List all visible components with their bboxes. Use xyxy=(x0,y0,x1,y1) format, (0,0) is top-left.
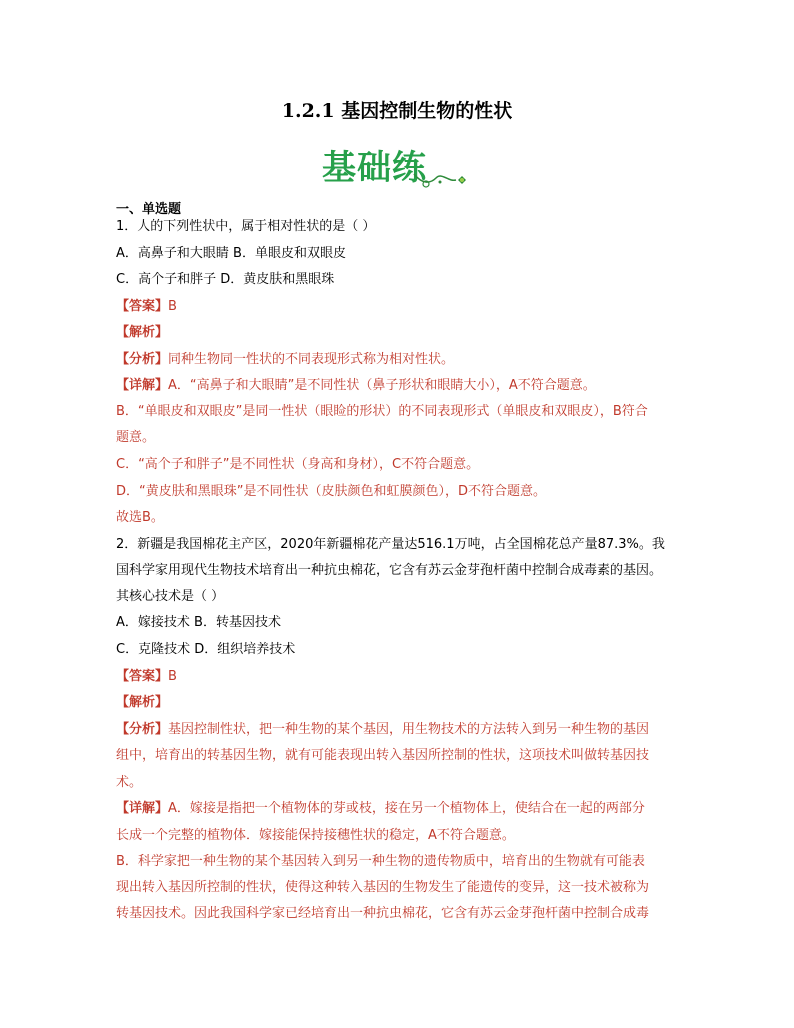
detail-text: A．“高鼻子和大眼睛”是不同性状（鼻子形状和眼睛大小），A不符合题意。 xyxy=(168,378,596,393)
q1-conclusion: 故选B。 xyxy=(116,510,164,525)
q1-stem: 1．人的下列性状中，属于相对性状的是（ ） xyxy=(116,219,376,234)
q1-jiexi-tag: 【解析】 xyxy=(116,325,169,340)
banner-basic-practice xyxy=(318,140,478,192)
banner-text: 基础练 xyxy=(322,148,427,188)
q2-detail-a2: 长成一个完整的植物体．嫁接能保持接穗性状的稳定，A不符合题意。 xyxy=(116,828,515,843)
q1-detail-a xyxy=(116,378,596,394)
answer-value: B xyxy=(168,299,177,314)
q1-detail-b1: B．“单眼皮和双眼皮”是同一性状（眼睑的形状）的不同表现形式（单眼皮和双眼皮），B符合 xyxy=(116,404,648,419)
q2-analysis-1 xyxy=(116,722,649,738)
vine-ornament-icon xyxy=(318,140,478,192)
detail-tag: 【详解】 xyxy=(116,378,169,393)
detail-text: A．嫁接是指把一个植物体的芽或枝，接在另一个植物体上，使结合在一起的两部分 xyxy=(168,801,645,816)
q2-analysis-2: 组中，培育出的转基因生物，就有可能表现出转入基因所控制的性状，这项技术叫做转基因技 xyxy=(116,748,650,763)
q2-options-ab: A．嫁接技术 B．转基因技术 xyxy=(116,615,281,630)
q1-answer xyxy=(116,299,177,315)
q2-detail-b3: 转基因技术。因此我国科学家已经培育出一种抗虫棉花，它含有苏云金芽孢杆菌中控制合成毒 xyxy=(116,906,650,921)
q2-stem-3: 其核心技术是（ ） xyxy=(116,589,225,604)
q1-detail-d: D．“黄皮肤和黑眼珠”是不同性状（皮肤颜色和虹膜颜色），D不符合题意。 xyxy=(116,484,546,499)
q2-stem-2: 国科学家用现代生物技术培育出一种抗虫棉花，它含有苏云金芽孢杆菌中控制合成毒素的基因。 xyxy=(116,563,663,578)
answer-tag: 【答案】 xyxy=(116,669,169,684)
q2-detail-b1: B．科学家把一种生物的某个基因转入到另一种生物的遗传物质中，培育出的生物就有可能表 xyxy=(116,854,645,869)
q2-stem-1: 2．新疆是我国棉花主产区，2020年新疆棉花产量达516.1万吨，占全国棉花总产量87.3%。我 xyxy=(116,537,665,552)
answer-value: B xyxy=(168,669,177,684)
analysis-text: 基因控制性状，把一种生物的某个基因，用生物技术的方法转入到另一种生物的基因 xyxy=(168,722,650,737)
answer-tag: 【答案】 xyxy=(116,299,169,314)
q2-detail-a1 xyxy=(116,801,645,817)
q2-analysis-3: 术。 xyxy=(116,775,143,790)
q1-detail-c: C．“高个子和胖子”是不同性状（身高和身材），C不符合题意。 xyxy=(116,457,480,472)
detail-tag: 【详解】 xyxy=(116,801,169,816)
q1-options-cd: C．高个子和胖子 D．黄皮肤和黑眼珠 xyxy=(116,272,335,287)
q1-detail-b2: 题意。 xyxy=(116,430,156,445)
section-heading: 一、单选题 xyxy=(116,202,182,217)
q2-detail-b2: 现出转入基因所控制的性状，使得这种转入基因的生物发生了能遗传的变异，这一技术被称为 xyxy=(116,880,650,895)
q2-options-cd: C．克隆技术 D．组织培养技术 xyxy=(116,642,296,657)
q2-jiexi-tag: 【解析】 xyxy=(116,695,169,710)
analysis-tag: 【分析】 xyxy=(116,722,169,737)
page-title: 1.2.1 基因控制生物的性状 xyxy=(281,100,513,122)
q1-options-ab: A．高鼻子和大眼睛 B．单眼皮和双眼皮 xyxy=(116,246,346,261)
q2-answer xyxy=(116,669,177,685)
q1-analysis xyxy=(116,352,454,368)
analysis-text: 同种生物同一性状的不同表现形式称为相对性状。 xyxy=(168,352,455,367)
analysis-tag: 【分析】 xyxy=(116,352,169,367)
